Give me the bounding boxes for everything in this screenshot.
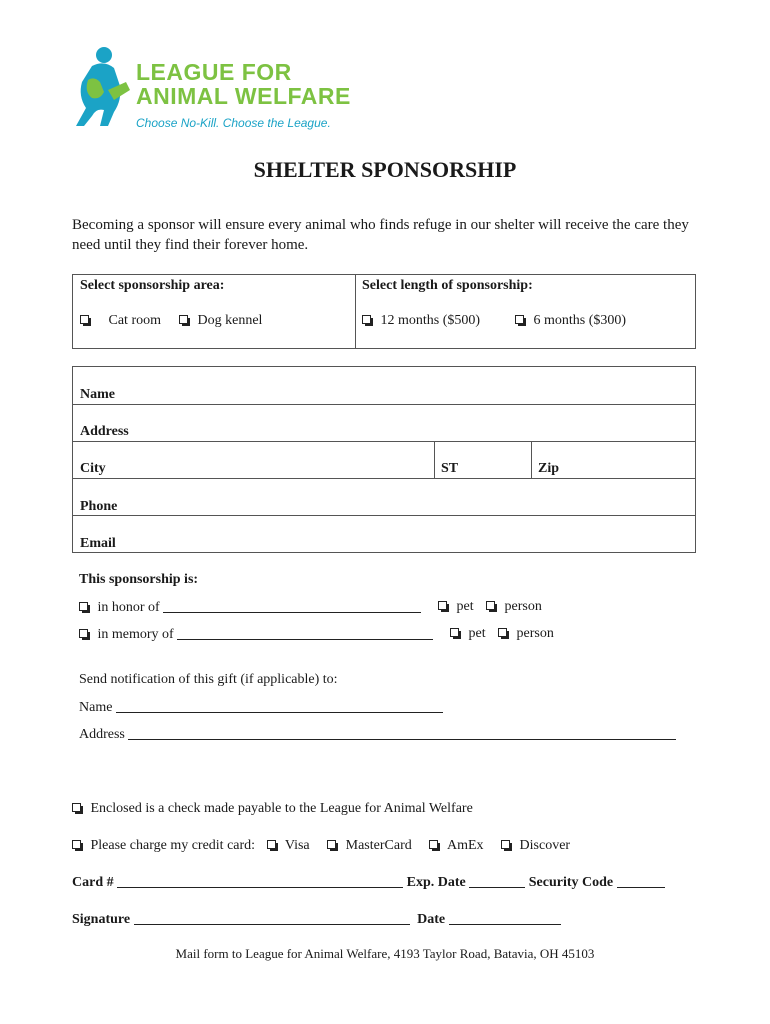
discover-checkbox[interactable] [501, 840, 510, 849]
memory-person-checkbox[interactable] [498, 628, 507, 637]
animal-silhouette-icon [74, 46, 134, 130]
honor-pet-checkbox[interactable] [438, 601, 447, 610]
amex-checkbox[interactable] [429, 840, 438, 849]
credit-card-checkbox[interactable] [72, 840, 81, 849]
date-input[interactable] [449, 911, 561, 925]
memory-pet-checkbox[interactable] [450, 628, 459, 637]
notification-address-row: Address [79, 726, 676, 743]
logo [74, 46, 364, 138]
state-field[interactable]: ST [441, 461, 459, 476]
signature-input[interactable] [134, 911, 410, 925]
honor-row: in honor of [79, 599, 421, 616]
cat-room-option[interactable]: Cat room [80, 313, 161, 329]
security-code-input[interactable] [617, 874, 665, 888]
address-field[interactable]: Address [80, 424, 129, 439]
dog-kennel-option[interactable]: Dog kennel [179, 313, 262, 329]
honor-pet-option[interactable]: pet [438, 599, 474, 615]
notification-address-input[interactable] [128, 726, 676, 740]
visa-option[interactable]: Visa [267, 838, 314, 853]
honor-person-checkbox[interactable] [486, 601, 495, 610]
12-months-checkbox[interactable] [362, 315, 371, 324]
cat-room-checkbox[interactable] [80, 315, 89, 324]
credit-card-row [72, 838, 570, 854]
sponsorship-table [72, 274, 696, 349]
memory-pet-option[interactable]: pet [450, 626, 486, 642]
memory-checkbox[interactable] [79, 629, 88, 638]
notification-heading: Send notification of this gift (if applicable) to: [79, 672, 338, 687]
footer-mail-address: Mail form to League for Animal Welfare, 4193 Taylor Road, Batavia, OH 45103 [175, 946, 595, 961]
honor-checkbox[interactable] [79, 602, 88, 611]
discover-option[interactable]: Discover [501, 838, 570, 853]
credit-card-option[interactable]: Please charge my credit card: [72, 838, 259, 853]
12-months-option[interactable]: 12 months ($500) [362, 313, 480, 329]
page-title: SHELTER SPONSORSHIP [253, 157, 517, 182]
check-option[interactable]: Enclosed is a check made payable to the League for Animal Welfare [72, 801, 473, 817]
notification-name-row: Name [79, 699, 443, 716]
dog-kennel-checkbox[interactable] [179, 315, 188, 324]
card-row: Card # Exp. Date Security Code [72, 874, 665, 891]
visa-checkbox[interactable] [267, 840, 276, 849]
phone-field[interactable]: Phone [80, 499, 118, 514]
logo-line2: ANIMAL WELFARE [136, 83, 351, 109]
6-months-option[interactable]: 6 months ($300) [515, 313, 626, 329]
memory-person-option[interactable]: person [498, 626, 554, 642]
name-field[interactable]: Name [80, 387, 115, 402]
check-checkbox[interactable] [72, 803, 81, 812]
contact-table [72, 366, 696, 553]
logo-tagline: Choose No-Kill. Choose the League. [136, 116, 331, 130]
memory-row: in memory of [79, 626, 433, 643]
mastercard-checkbox[interactable] [327, 840, 336, 849]
notification-name-input[interactable] [116, 699, 443, 713]
city-field[interactable]: City [80, 461, 106, 476]
memory-input[interactable] [177, 626, 433, 640]
honor-person-option[interactable]: person [486, 599, 542, 615]
zip-field[interactable]: Zip [538, 461, 560, 476]
card-number-input[interactable] [117, 874, 403, 888]
honor-input[interactable] [163, 599, 421, 613]
sponsorship-area-label: Select sponsorship area: [80, 278, 225, 293]
logo-line1: LEAGUE FOR [136, 59, 292, 85]
amex-option[interactable]: AmEx [429, 838, 487, 853]
6-months-checkbox[interactable] [515, 315, 524, 324]
exp-date-input[interactable] [469, 874, 525, 888]
dedication-heading: This sponsorship is: [79, 572, 199, 587]
intro-text: Becoming a sponsor will ensure every animal who finds refuge in our shelter will receive the care they need until they find their forever home. [72, 217, 689, 253]
email-field[interactable]: Email [80, 536, 116, 551]
signature-row: Signature Date [72, 911, 561, 928]
sponsorship-length-label: Select length of sponsorship: [362, 278, 533, 293]
mastercard-option[interactable]: MasterCard [327, 838, 415, 853]
